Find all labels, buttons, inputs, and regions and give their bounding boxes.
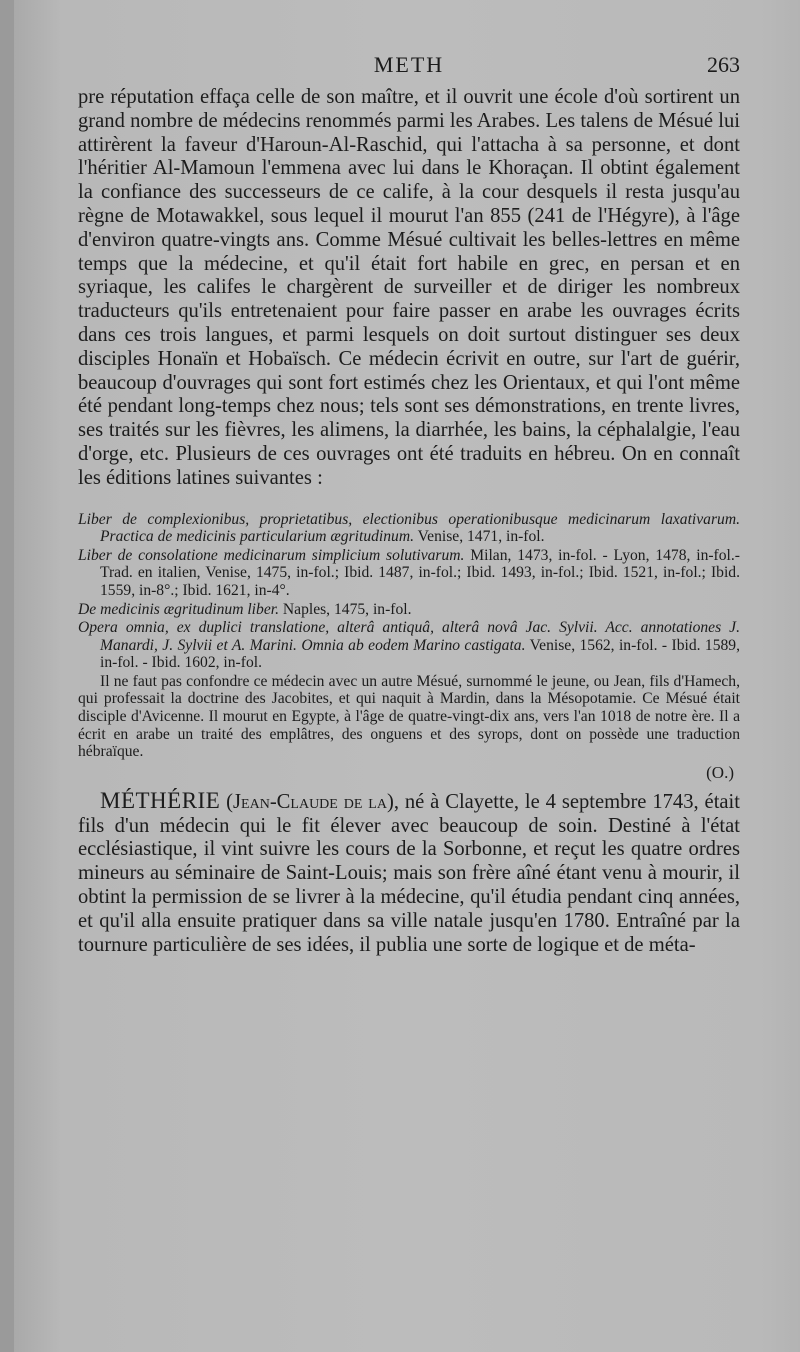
bibliography-item: [78, 619, 740, 672]
edition-details: Milan, 1473, in-fol. - Lyon, 1478, in-fol.-Trad. en italien, Venise, 1475, in-fol.; Ibid. 1487, in-fol.; Ibid. 1493, in-fol.; Ibid. 1521, in-fol.; Ibid. 1559, in-8°.; Ibid. 1621, in-4°.: [100, 546, 740, 599]
entry-names: (Jean-Claude de la): [226, 790, 394, 813]
bibliography-item: [78, 511, 740, 546]
edition-details: Venise, 1471, in-fol.: [414, 528, 545, 546]
running-title: METH: [373, 52, 445, 77]
bibliography-item: [78, 601, 740, 619]
edition-details: Naples, 1475, in-fol.: [278, 600, 412, 618]
page-number: 263: [707, 52, 740, 77]
page-content: [78, 52, 740, 957]
work-title: Liber de complexionibus, proprietatibus, electionibus operationibusque medicinarum laxativarum. Practica de medicinis particularium ægritudinum.: [78, 510, 740, 546]
book-page: [14, 0, 800, 1352]
author-signature: (O.): [706, 762, 734, 782]
entry-text: , né à Clayette, le 4 septembre 1743, était fils d'un médecin qui le fit élever avec beaucoup de soin. Destiné à l'état ecclésiastique, il vint suivre les cours de la Sorbonne, et reçut les quatre ordres mineurs au séminaire de Saint-Louis; mais son frère aîné étant venu à mourir, il obtint la permission de se livrer à la médecine, qu'il étudia pendant cinq années, et qu'il alla ensuite pratiquer dans sa ville natale jusqu'en 1780. Entraîné par la tournure particulière de ses idées, il publia une sorte de logique et de méta-: [78, 790, 741, 956]
bibliography-list: [78, 511, 740, 672]
edition-details: Venise, 1562, in-fol. - Ibid. 1589, in-fol. - Ibid. 1602, in-fol.: [100, 636, 740, 672]
running-header: [78, 52, 740, 82]
main-paragraph: pre réputation effaça celle de son maître, et il ouvrit une école d'où sortirent un grand nombre de médecins renommés parmi les Arabes. Les talens de Mésué lui attirèrent la faveur d'Haroun-Al-Raschid, qui l'attacha à sa personne, et dont l'héritier Al-Mamoun l'emmena avec lui dans le Khoraçan. Il obtint également la confiance des successeurs de ce calife, à la cour desquels il resta jusqu'au règne de Motawakkel, sous lequel il mourut l'an 855 (241 de l'Hégyre), à l'âge d'environ quatre-vingts ans. Comme Mésué cultivait les belles-lettres en même temps que la médecine, et qu'il était fort habile en grec, en persan et en syriaque, les califes le chargèrent de surveiller et de diriger les nombreux traducteurs qu'ils entretenaient pour faire passer en arabe les ouvrages écrits dans ces trois langues, et parmi lesquels on doit surtout distinguer ses deux disciples Honaïn et Hobaïsch. Ce médecin écrivit en outre, sur l'art de guérir, beaucoup d'ouvrages qui sont fort estimés chez les Orientaux, et qui l'ont même été pendant long-temps chez nous; tels sont ses démonstrations, en trente livres, ses traités sur les fièvres, les alimens, la diarrhée, les bains, la céphalalgie, l'eau d'orge, etc. Plusieurs de ces ouvrages ont été traduits en hébreu. On en connaît les éditions latines suivantes :: [78, 86, 740, 489]
next-entry: [78, 789, 740, 958]
work-title: De medicinis ægritudinum liber.: [78, 600, 279, 618]
work-title: Liber de consolatione medicinarum simplicium solutivarum.: [78, 546, 465, 564]
work-title: Opera omnia, ex duplici translatione, alterâ antiquâ, alterâ novâ Jac. Sylvii. Acc. annotationes J. Manardi, J. Sylvii et A. Marini. Omnia ab eodem Marino castigata.: [78, 619, 740, 654]
note-paragraph: Il ne faut pas confondre ce médecin avec un autre Mésué, surnommé le jeune, ou Jean, fils d'Hamech, qui professait la doctrine des Jacobites, et qui naquit à Mardin, dans la Mésopotamie. Ce Mésué était disciple d'Avicenne. Il mourut en Egypte, à l'âge de quatre-vingt-dix ans, vers l'an 1018 de notre ère. Il a écrit en arabe un traité des emplâtres, des onguens et des syrops, dont on possède une traduction hébraïque.: [78, 672, 740, 761]
bibliography-item: [78, 547, 740, 600]
entry-headword: MÉTHÉRIE: [100, 787, 221, 813]
